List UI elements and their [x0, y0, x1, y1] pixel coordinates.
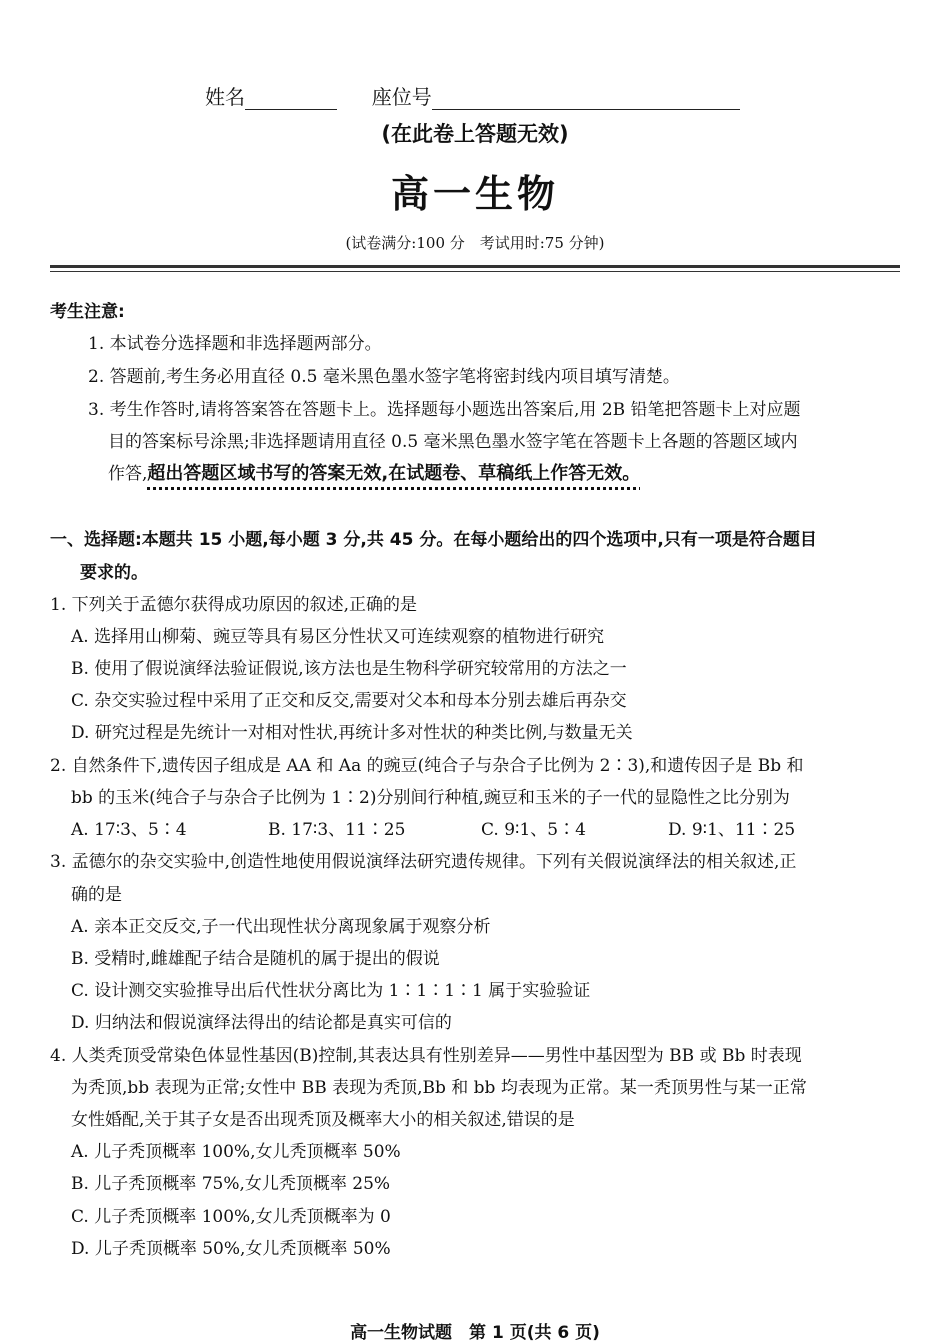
name-blank: [245, 89, 337, 110]
q1-option-b: B. 使用了假说演绎法验证假说,该方法也是生物科学研究较常用的方法之一: [71, 659, 627, 679]
instruction-emphasis: 超出答题区域书写的答案无效,在试题卷、草稿纸上作答无效。: [147, 463, 641, 484]
q4-option-a: A. 儿子秃顶概率 100%,女儿秃顶概率 50%: [71, 1142, 401, 1162]
q2-option-d: D. 9∶1、11∶25: [668, 820, 796, 840]
q4-option-d: D. 儿子秃顶概率 50%,女儿秃顶概率 50%: [71, 1239, 391, 1259]
q1-stem: 1. 下列关于孟德尔获得成功原因的叙述,正确的是: [50, 595, 418, 615]
page-footer: 高一生物试题 第 1 页(共 6 页): [350, 1323, 600, 1343]
q3-option-b: B. 受精时,雌雄配子结合是随机的属于提出的假说: [71, 949, 440, 969]
exam-title: 高一生物: [390, 171, 559, 216]
name-label: 姓名: [205, 85, 245, 109]
q2-stem-line2: bb 的玉米(纯合子与杂合子比例为 1∶2)分别间行种植,豌豆和玉米的子一代的显隐性之比分别为: [71, 788, 790, 808]
q1-option-a: A. 选择用山柳菊、豌豆等具有易区分性状又可连续观察的植物进行研究: [71, 627, 605, 647]
q4-option-c: C. 儿子秃顶概率 100%,女儿秃顶概率为 0: [71, 1207, 391, 1227]
header-rule-thick: [50, 265, 900, 268]
q2-stem-line1: 2. 自然条件下,遗传因子组成是 AA 和 Aa 的豌豆(纯合子与杂合子比例为 2∶3),和遗传因子是 Bb 和: [50, 756, 804, 776]
q3-option-a: A. 亲本正交反交,子一代出现性状分离现象属于观察分析: [71, 917, 491, 937]
q4-stem-line1: 4. 人类秃顶受常染色体显性基因(B)控制,其表达具有性别差异——男性中基因型为 BB 或 Bb 时表现: [50, 1046, 802, 1066]
section1-heading-line2: 要求的。: [80, 563, 148, 583]
invalid-notice: (在此卷上答题无效): [381, 122, 569, 146]
header-rule-thin: [50, 271, 900, 272]
exam-subtitle: (试卷满分:100 分 考试用时:75 分钟): [345, 234, 605, 252]
q4-option-b: B. 儿子秃顶概率 75%,女儿秃顶概率 25%: [71, 1174, 391, 1194]
instruction-item-3-line3: [108, 463, 640, 485]
seat-blank: [432, 89, 740, 110]
instruction-item-1: 1. 本试卷分选择题和非选择题两部分。: [88, 334, 382, 354]
instruction-item-2: 2. 答题前,考生务必用直径 0.5 毫米黑色墨水签字笔将密封线内项目填写清楚。: [88, 367, 680, 387]
seat-label: 座位号: [371, 85, 432, 109]
q2-option-c: C. 9∶1、5∶4: [481, 820, 586, 840]
q1-option-d: D. 研究过程是先统计一对相对性状,再统计多对性状的种类比例,与数量无关: [71, 723, 633, 743]
instruction-item-3: 3. 考生作答时,请将答案答在答题卡上。选择题每小题选出答案后,用 2B 铅笔把答题卡上对应题: [88, 400, 801, 420]
section1-heading: 一、选择题:本题共 15 小题,每小题 3 分,共 45 分。在每小题给出的四个选项中,只有一项是符合题目: [50, 530, 817, 550]
q3-stem-line2: 确的是: [71, 885, 122, 905]
instruction-prefix: 作答,: [108, 464, 148, 484]
q4-stem-line3: 女性婚配,关于其子女是否出现秃顶及概率大小的相关叙述,错误的是: [71, 1110, 575, 1130]
q2-option-b: B. 17∶3、11∶25: [268, 820, 406, 840]
q1-option-c: C. 杂交实验过程中采用了正交和反交,需要对父本和母本分别去雄后再杂交: [71, 691, 627, 711]
instruction-item-3-line2: 目的答案标号涂黑;非选择题请用直径 0.5 毫米黑色墨水签字笔在答题卡上各题的答题区域内: [108, 432, 798, 452]
student-info-row: [205, 84, 740, 110]
q3-option-d: D. 归纳法和假说演绎法得出的结论都是真实可信的: [71, 1013, 452, 1033]
q3-stem-line1: 3. 孟德尔的杂交实验中,创造性地使用假说演绎法研究遗传规律。下列有关假说演绎法的相关叙述,正: [50, 852, 797, 872]
instructions-heading: 考生注意:: [50, 302, 125, 322]
q3-option-c: C. 设计测交实验推导出后代性状分离比为 1∶1∶1∶1 属于实验验证: [71, 981, 591, 1001]
q2-option-a: A. 17∶3、5∶4: [71, 820, 187, 840]
q4-stem-line2: 为秃顶,bb 表现为正常;女性中 BB 表现为秃顶,Bb 和 bb 均表现为正常。某一秃顶男性与某一正常: [71, 1078, 807, 1098]
